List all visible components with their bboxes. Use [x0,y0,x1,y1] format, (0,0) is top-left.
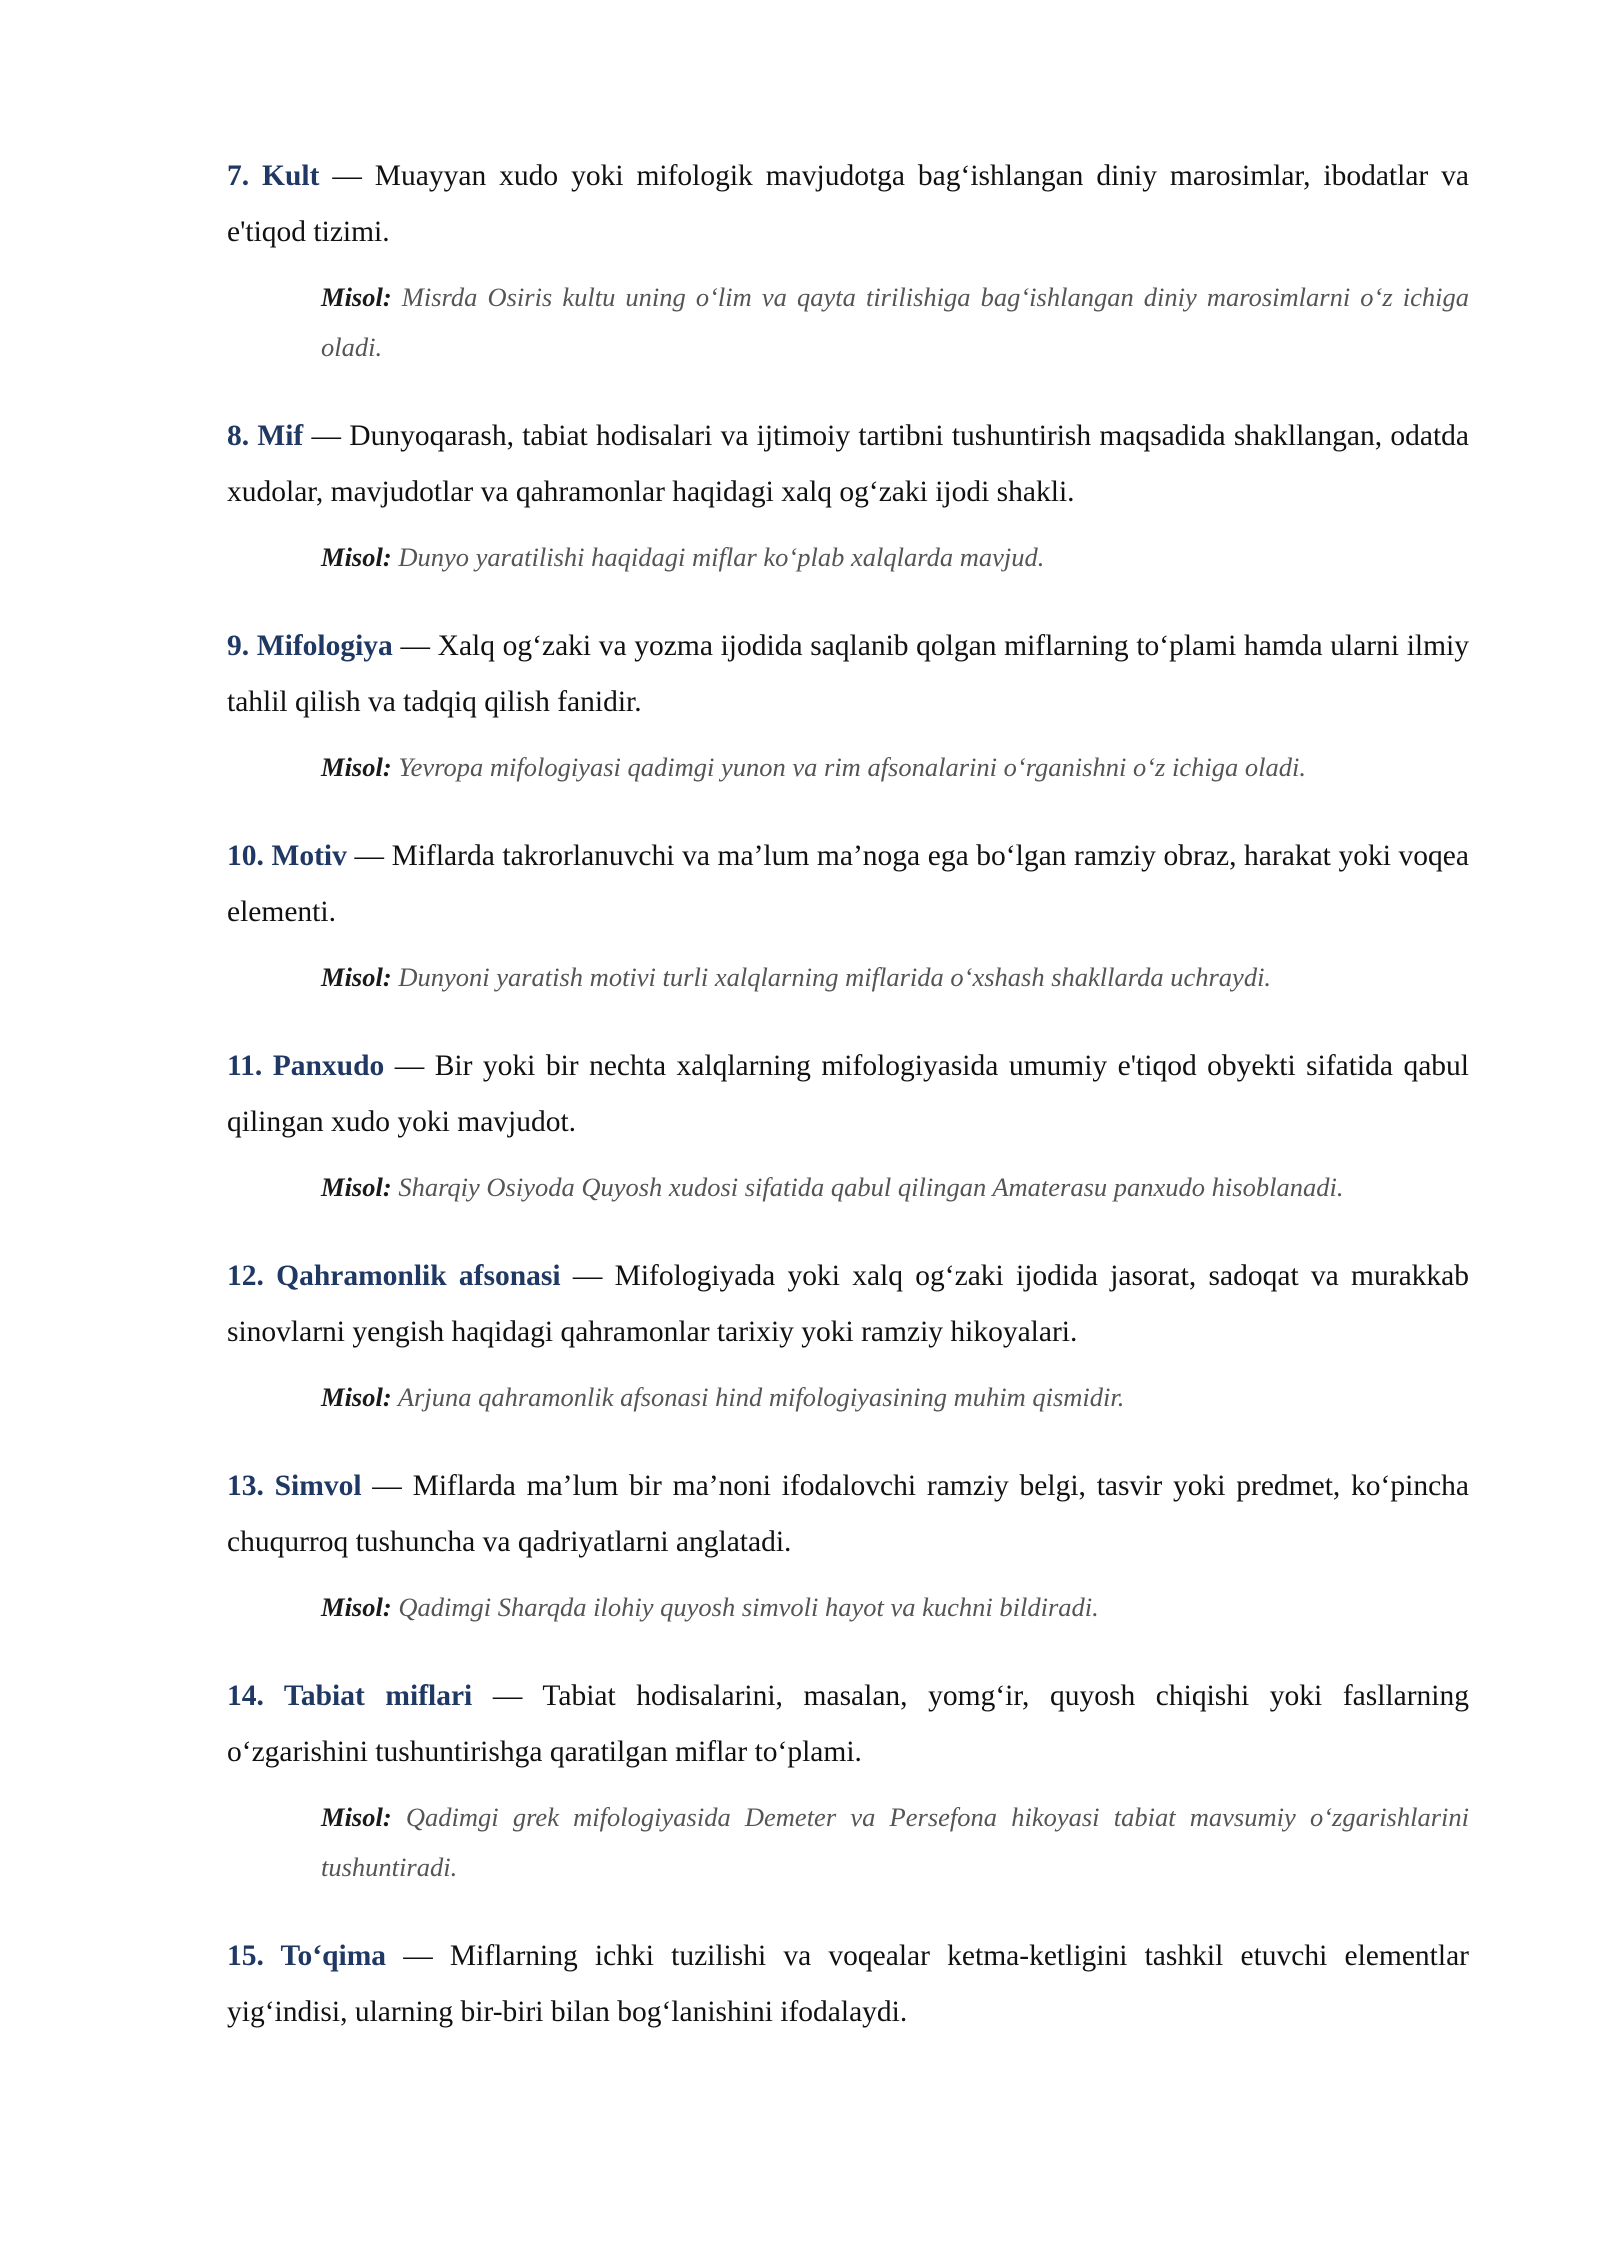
example-text: Misrda Osiris kultu uning o‘lim va qayta tirilishiga bag‘ishlangan diniy marosimlarni o‘z ichiga oladi. [321,282,1469,362]
entry-term: 14. Tabiat miflari [227,1680,473,1712]
example-text: Sharqiy Osiyoda Quyosh xudosi sifatida qabul qilingan Amaterasu panxudo hisoblanadi. [391,1172,1344,1202]
example-text: Qadimgi grek mifologiyasida Demeter va Persefona hikoyasi tabiat mavsumiy o‘zgarishlarini tushuntiradi. [321,1802,1469,1882]
entry-term: 15. To‘qima [227,1940,387,1972]
entry-term: 13. Simvol [227,1470,362,1502]
example-text: Yevropa mifologiyasi qadimgi yunon va rim afsonalarini o‘rganishni o‘z ichiga oladi. [391,752,1306,782]
entry-definition-text: Miflarda takrorlanuvchi va ma’lum ma’noga ega bo‘lgan ramziy obraz, harakat yoki voqea elementi. [227,840,1469,928]
entry-definition [227,618,1469,730]
document-page [227,148,1469,2076]
entry-term: 10. Motiv [227,840,347,872]
entry-dash: — [392,630,438,662]
glossary-entry [227,408,1469,582]
example-label: Misol: [321,282,392,312]
entry-dash: — [346,840,392,872]
glossary-entry [227,1928,1469,2040]
glossary-entry [227,148,1469,372]
example-label: Misol: [321,1172,392,1202]
example-label: Misol: [321,1382,392,1412]
entry-definition [227,1928,1469,2040]
example-text: Qadimgi Sharqda ilohiy quyosh simvoli hayot va kuchni bildiradi. [391,1592,1099,1622]
entry-definition-text: Mifologiyada yoki xalq og‘zaki ijodida jasorat, sadoqat va murakkab sinovlarni yengish haqidagi qahramonlar tarixiy yoki ramziy hikoyalari. [227,1260,1469,1348]
entry-dash: — [319,160,375,192]
entry-example [321,1372,1469,1422]
example-text: Dunyoni yaratish motivi turli xalqlarning miflarida o‘xshash shakllarda uchraydi. [391,962,1272,992]
entry-term: 9. Mifologiya [227,630,393,662]
entry-definition-text: Tabiat hodisalarini, masalan, yomg‘ir, quyosh chiqishi yoki fasllarning o‘zgarishini tushuntirishga qaratilgan miflar to‘plami. [227,1680,1469,1768]
glossary-entry [227,1668,1469,1892]
entry-dash: — [303,420,350,452]
entry-dash: — [560,1260,615,1292]
entry-example [321,272,1469,372]
glossary-entry [227,618,1469,792]
entry-definition-text: Dunyoqarash, tabiat hodisalari va ijtimoiy tartibni tushuntirish maqsadida shakllangan, odatda xudolar, mavjudotlar va qahramonlar haqidagi xalq og‘zaki ijodi shakli. [227,420,1469,508]
entry-definition [227,148,1469,260]
entry-dash: — [386,1940,450,1972]
example-text: Dunyo yaratilishi haqidagi miflar ko‘plab xalqlarda mavjud. [391,542,1045,572]
entry-definition-text: Miflarda ma’lum bir ma’noni ifodalovchi ramziy belgi, tasvir yoki predmet, ko‘pincha chuqurroq tushuncha va qadriyatlarni anglatadi. [227,1470,1470,1558]
glossary-entry [227,1038,1469,1212]
entry-definition-text: Bir yoki bir nechta xalqlarning mifologiyasida umumiy e'tiqod obyekti sifatida qabul qilingan xudo yoki mavjudot. [227,1050,1469,1138]
entry-dash: — [472,1680,543,1712]
entry-dash: — [361,1470,413,1502]
example-label: Misol: [321,1802,392,1832]
entry-definition [227,1248,1469,1360]
entry-dash: — [384,1050,435,1082]
entry-example [321,532,1469,582]
glossary-entry [227,828,1469,1002]
entry-term: 8. Mif [227,420,304,452]
entry-example [321,742,1469,792]
entry-definition [227,1038,1469,1150]
example-label: Misol: [321,752,392,782]
entry-definition [227,1458,1469,1570]
entry-example [321,1792,1469,1892]
entry-definition-text: Miflarning ichki tuzilishi va voqealar ketma-ketligini tashkil etuvchi elementlar yig‘indisi, ularning bir-biri bilan bog‘lanishini ifodalaydi. [227,1940,1469,2028]
entry-definition-text: Xalq og‘zaki va yozma ijodida saqlanib qolgan miflarning to‘plami hamda ularni ilmiy tahlil qilish va tadqiq qilish fanidir. [227,630,1470,718]
entry-example [321,1162,1469,1212]
entry-term: 11. Panxudo [227,1050,385,1082]
example-label: Misol: [321,962,392,992]
entry-definition [227,1668,1469,1780]
entry-example [321,952,1469,1002]
entry-term: 12. Qahramonlik afsonasi [227,1260,561,1292]
entry-definition [227,408,1469,520]
example-text: Arjuna qahramonlik afsonasi hind mifologiyasining muhim qismidir. [391,1382,1125,1412]
entry-definition [227,828,1469,940]
entry-term: 7. Kult [227,160,320,192]
entry-definition-text: Muayyan xudo yoki mifologik mavjudotga bag‘ishlangan diniy marosimlar, ibodatlar va e'tiqod tizimi. [227,160,1470,248]
entry-example [321,1582,1469,1632]
glossary-entry [227,1458,1469,1632]
example-label: Misol: [321,542,392,572]
example-label: Misol: [321,1592,392,1622]
glossary-entry [227,1248,1469,1422]
